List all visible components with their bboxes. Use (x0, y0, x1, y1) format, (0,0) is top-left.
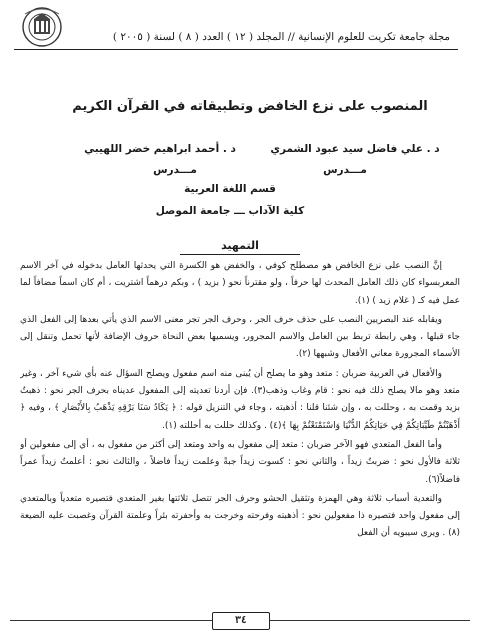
author-2-name: د . أحمد ابراهيم خضر اللهيبي (84, 143, 236, 155)
journal-header: مجلة جامعة تكريت للعلوم الإنسانية // المجلد ( ١٢ ) العدد ( ٨ ) لسنة ( ٢٠٠٥ ) (112, 31, 450, 43)
section-heading: التمهيد (180, 238, 300, 255)
paragraph-4: وأما الفعل المتعدي فهو الآخر ضربان : متعد إلى مفعول به واحد ومتعد إلى أكثر من مفعول به ، أي إلى مفعولين أو ثلاثة فالأول نحو : ضربتُ زيداً ، والثاني نحو : كسوت زيداً جبةً وعلمت زيداً فاضلاً ، والثالث نحو : أعلمتُ زيداً عمراً فاضلاً(٦). (20, 439, 460, 485)
paragraph-1: إنَّ النصب على نزع الخافض هو مصطلح كوفي ، والخفض هو الكسرة التي يحدثها العامل بدخوله في آخر الاسم المعربسواء كان ذلك العامل المحدث لها حرفاً ، ولو مقترناً نحو ( بزيد ) ، وبكم درهماً اشتريت ، أم كان اسماً مضافاً لما عمل فيه كـ ( غلام زيد ) (١). (20, 261, 460, 306)
paragraph-3: والأفعال في العربية ضربان : متعد وهو ما يصلح أن يُبنى منه اسم مفعول ويصلح السؤال عنه بأي شيء آخر ، وغير متعد وهو مالا يصلح ذلك فيه نحو : قام وغاب وذهب(٣). فإن أردنا تعديته إلى المفعول عديناه بحرف الجر نحو : ذهبتُ بزيد وقمت به ، وحللت به ، وإن شئنا قلنا : أذهبته ، وجاء في التنزيل قوله : ﴿ يَكَادُ سَنَا بَرْقِهِ يَذْهَبُ بِالأَبْصَارِ ﴾ ، وفيه ﴿ أَذْهَبْتُمْ طَيِّبَاتِكُمْ فِي حَيَاتِكُمُ الدُّنْيَا وَاسْتَمْتَعْتُمْ بِهَا ﴾(٤) . وكذلك حللت به أحللته (١). (20, 368, 460, 431)
author-2-role: مـــدرس (153, 164, 197, 176)
author-1-name: د . علي فاضل سيد عبود الشمري (270, 143, 440, 155)
department: قسم اللغة العربية (184, 183, 276, 195)
article-body (20, 258, 460, 602)
article-title: المنصوب على نزع الخافض وتطبيقاته في القرآن الكريم (72, 99, 428, 114)
college: كلية الآداب ـــ جامعة الموصل (155, 205, 305, 217)
page-number: ٣٤ (212, 612, 270, 630)
author-1-role: مـــدرس (323, 164, 367, 176)
header-divider (14, 49, 458, 50)
paragraph-5: والتعدية أسباب ثلاثة وهي الهمزة وتثقيل الحشو وحرف الجر تتصل ثلاثتها بغير المتعدي فتصيره متعدياً وبالمتعدي إلى مفعول واحد فتصيره ذا مفعولين نحو : أذهبته وفرحته وخرجت به وأحفرته بئراً وعلمتة القرآن وغصبت عليه الضيعة (٨) . ويرى سيبويه أن الفعل (20, 493, 460, 539)
university-logo (12, 4, 74, 48)
paragraph-2: ويقابله عند البصريين النصب على حذف حرف الجر ، وحرف الجر تجر معنى الاسم الذي يأتي بعدها إلى الفعل الذي جاء قبلها ، وهي رابطة تربط بين العامل والاسم المجرور، ويسميها بعض النحاة حروف الإضافة لأنها تحمل وتنقل إلى الأسماء المجرورة معاني الأفعال وشبهها (٢). (20, 314, 460, 360)
